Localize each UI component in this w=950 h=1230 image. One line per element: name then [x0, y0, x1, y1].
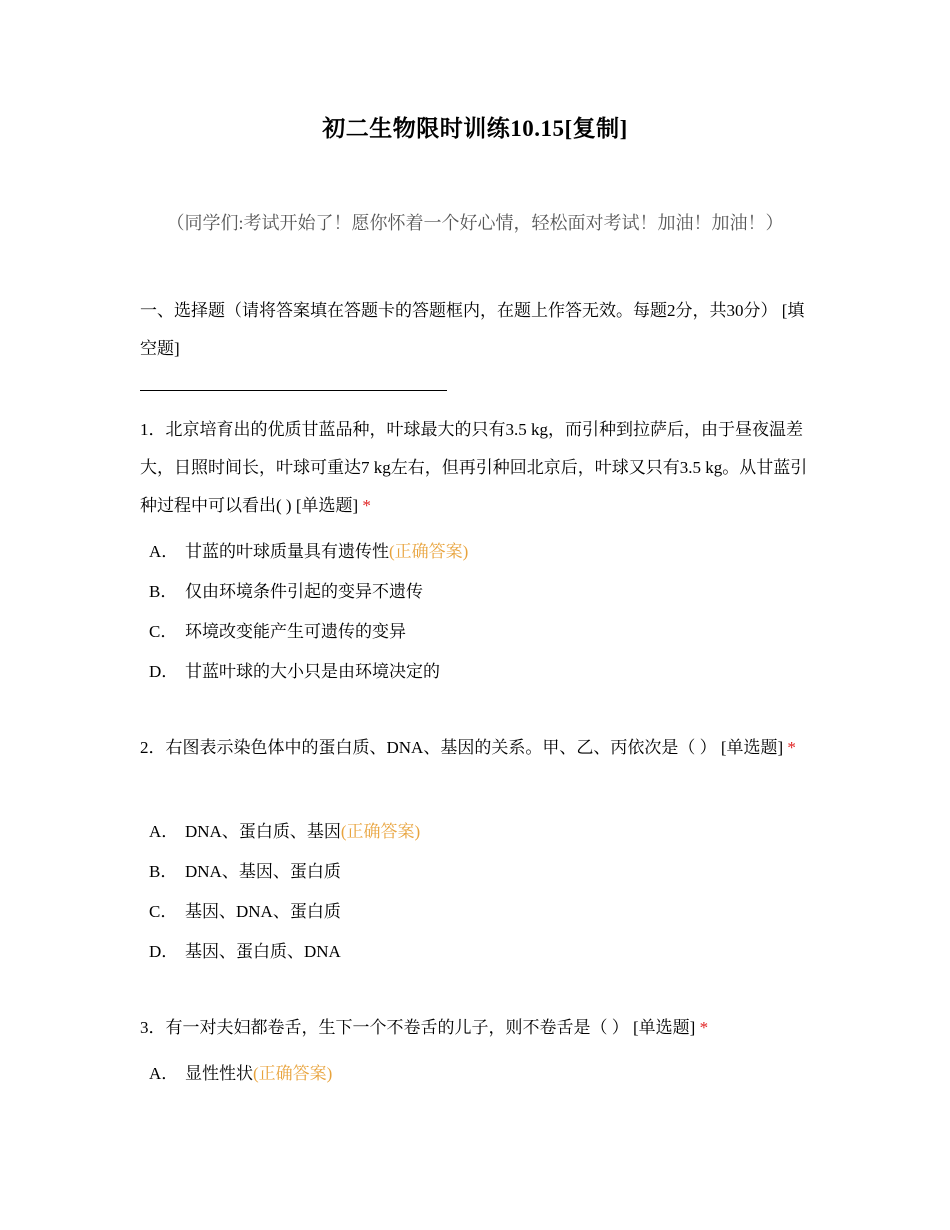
option-text: 基因、蛋白质、DNA: [185, 942, 341, 961]
option-letter: B．: [149, 582, 178, 601]
correct-answer-label: (正确答案): [389, 542, 469, 561]
required-mark: *: [699, 1018, 709, 1037]
question-number: 2．: [140, 738, 166, 757]
question-type-tag: [单选题]: [633, 1018, 696, 1037]
correct-answer-label: (正确答案): [253, 1064, 333, 1083]
correct-answer-label: (正确答案): [340, 822, 421, 841]
option-letter: C．: [149, 902, 178, 921]
required-mark: *: [787, 738, 796, 757]
option-text: 甘蓝叶球的大小只是由环境决定的: [185, 662, 440, 681]
section-text: 一、选择题（请将答案填在答题卡的答题框内，在题上作答无效。每题2分，共30分）: [140, 301, 778, 320]
question-text: 有一对夫妇都卷舌，生下一个不卷舌的儿子，则不卷舌是（ ）: [165, 1018, 629, 1037]
fill-blank-line[interactable]: [140, 390, 447, 391]
option-text: 基因、DNA、蛋白质: [185, 902, 341, 921]
option-1c[interactable]: [149, 620, 406, 644]
question-text: 右图表示染色体中的蛋白质、DNA、基因的关系。甲、乙、丙依次是（ ）: [165, 738, 717, 757]
option-2c[interactable]: [149, 900, 341, 924]
option-2b[interactable]: [149, 860, 341, 884]
option-1d[interactable]: [149, 660, 440, 684]
option-letter: B．: [149, 862, 178, 881]
question-2: [140, 729, 810, 767]
option-letter: D．: [149, 942, 179, 961]
page-subtitle: （同学们:考试开始了！愿你怀着一个好心情，轻松面对考试！加油！加油！）: [166, 213, 784, 233]
question-type-tag: [单选题]: [720, 738, 784, 757]
option-letter: A．: [149, 1064, 179, 1083]
question-1: [140, 411, 810, 525]
option-text: DNA、基因、蛋白质: [185, 862, 341, 881]
option-1b[interactable]: [149, 580, 423, 604]
section-heading: [140, 292, 810, 368]
question-text: 北京培育出的优质甘蓝品种，叶球最大的只有3.5 kg，而引种到拉萨后，由于昼夜温差大，日照时间长，叶球可重达7 kg左右，但再引种回北京后，叶球又只有3.5 kg。从甘蓝引种过程中可以看出( ): [140, 420, 808, 515]
question-number: 1．: [140, 420, 166, 439]
required-mark: *: [362, 496, 371, 515]
option-text: 环境改变能产生可遗传的变异: [185, 622, 406, 641]
option-letter: A．: [149, 542, 179, 561]
question-number: 3．: [140, 1018, 166, 1037]
page-title: 初二生物限时训练10.15[复制]: [322, 116, 628, 141]
option-text: DNA、蛋白质、基因: [185, 822, 341, 841]
option-letter: A．: [149, 822, 179, 841]
option-1a[interactable]: [149, 540, 468, 564]
option-2a[interactable]: [149, 820, 420, 844]
option-text: 甘蓝的叶球质量具有遗传性: [185, 542, 389, 561]
option-letter: D．: [149, 662, 179, 681]
option-2d[interactable]: [149, 940, 341, 964]
question-3: [140, 1009, 810, 1047]
option-3a[interactable]: [149, 1062, 332, 1086]
option-text: 显性性状: [185, 1064, 253, 1083]
question-type-tag: [单选题]: [295, 496, 359, 515]
section-type-tag: [填空题]: [140, 301, 805, 358]
option-text: 仅由环境条件引起的变异不遗传: [185, 582, 423, 601]
option-letter: C．: [149, 622, 178, 641]
